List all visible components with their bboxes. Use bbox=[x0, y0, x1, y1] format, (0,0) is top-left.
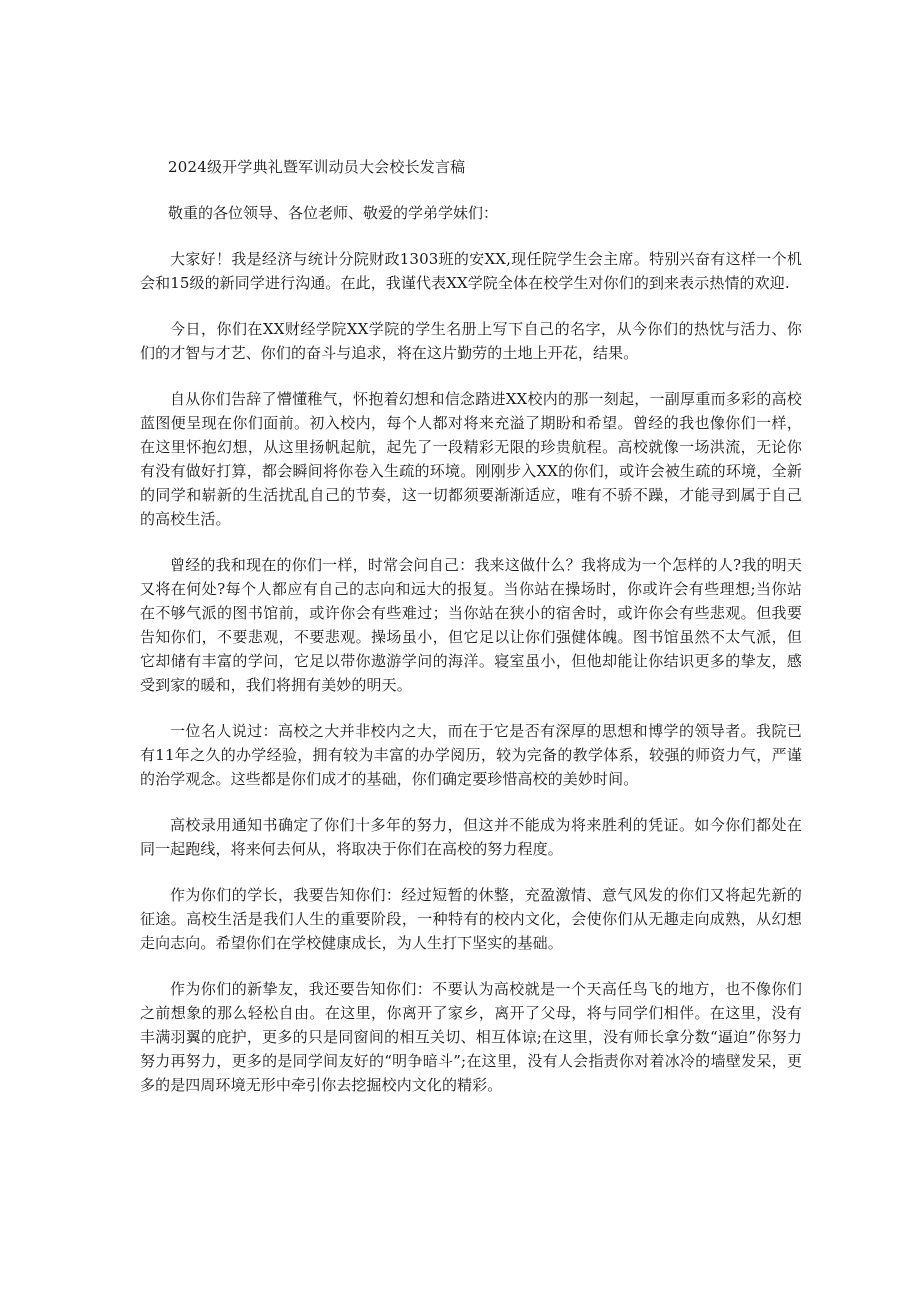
paragraph-7: 作为你们的学长，我要告知你们：经过短暂的休整，充盈激情、意气风发的你们又将起先新的征途。高校生活是我们人生的重要阶段，一种特有的校内文化，会使你们从无趣走向成熟，从幻想走向志向。希望你们在学校健康成长，为人生打下坚实的基础。 bbox=[140, 886, 802, 952]
paragraph-2: 今日，你们在XX财经学院XX学院的学生名册上写下自己的名字，从今你们的热忱与活力、你们的才智与才艺、你们的奋斗与追求，将在这片勤劳的土地上开花，结果。 bbox=[140, 320, 802, 362]
document-body bbox=[140, 155, 802, 1119]
paragraph-8: 作为你们的新挚友，我还要告知你们：不要认为高校就是一个天高任鸟飞的地方，也不像你们之前想象的那么轻松自由。在这里，你离开了家乡，离开了父母，将与同学们相伴。在这里，没有丰满羽翼的庇护，更多的只是同窗间的相互关切、相互体谅;在这里，没有师长拿分数“逼迫”你努力努力再努力，更多的是同学间友好的“明争暗斗”;在这里，没有人会指责你对着冰冷的墙壁发呆，更多的是四周环境无形中牵引你去挖掘校内文化的精彩。 bbox=[140, 980, 802, 1094]
paragraph-6: 高校录用通知书确定了你们十多年的努力，但这并不能成为将来胜利的凭证。如今你们都处在同一起跑线，将来何去何从，将取决于你们在高校的努力程度。 bbox=[140, 816, 802, 858]
paragraph-1: 大家好！我是经济与统计分院财政1303班的安XX,现任院学生会主席。特别兴奋有这样一个机会和15级的新同学进行沟通。在此，我谨代表XX学院全体在校学生对你们的到来表示热情的欢迎. bbox=[140, 250, 802, 292]
document-title: 2024级开学典礼暨军训动员大会校长发言稿 bbox=[168, 158, 466, 176]
paragraph-4: 曾经的我和现在的你们一样，时常会问自己：我来这做什么？我将成为一个怎样的人?我的明天又将在何处?每个人都应有自己的志向和远大的报复。当你站在操场时，你或许会有些理想;当你站在不够气派的图书馆前，或许你会有些难过；当你站在狭小的宿舍时，或许你会有些悲观。但我要告知你们，不要悲观，不要悲观。操场虽小，但它足以让你们强健体魄。图书馆虽然不太气派，但它却储有丰富的学问，它足以带你遨游学问的海洋。寝室虽小，但他却能让你结识更多的挚友，感受到家的暖和，我们将拥有美妙的明天。 bbox=[140, 556, 802, 694]
paragraph-5: 一位名人说过：高校之大并非校内之大，而在于它是否有深厚的思想和博学的领导者。我院已有11年之久的办学经验，拥有较为丰富的办学阅历，较为完备的教学体系，较强的师资力气，严谨的治学观念。这些都是你们成才的基础，你们确定要珍惜高校的美妙时间。 bbox=[140, 722, 802, 788]
paragraph-3: 自从你们告辞了懵懂稚气，怀抱着幻想和信念踏进XX校内的那一刻起，一副厚重而多彩的高校蓝图便呈现在你们面前。初入校内，每个人都对将来充溢了期盼和希望。曾经的我也像你们一样，在这里怀抱幻想，从这里扬帆起航，起先了一段精彩无限的珍贵航程。高校就像一场洪流，无论你有没有做好打算，都会瞬间将你卷入生疏的环境。刚刚步入XX的你们，或许会被生疏的环境，全新的同学和崭新的生活扰乱自己的节奏，这一切都须要渐渐适应，唯有不骄不躁，才能寻到属于自己的高校生活。 bbox=[140, 390, 802, 528]
salutation: 敬重的各位领导、各位老师、敬爱的学弟学妹们： bbox=[168, 204, 499, 222]
